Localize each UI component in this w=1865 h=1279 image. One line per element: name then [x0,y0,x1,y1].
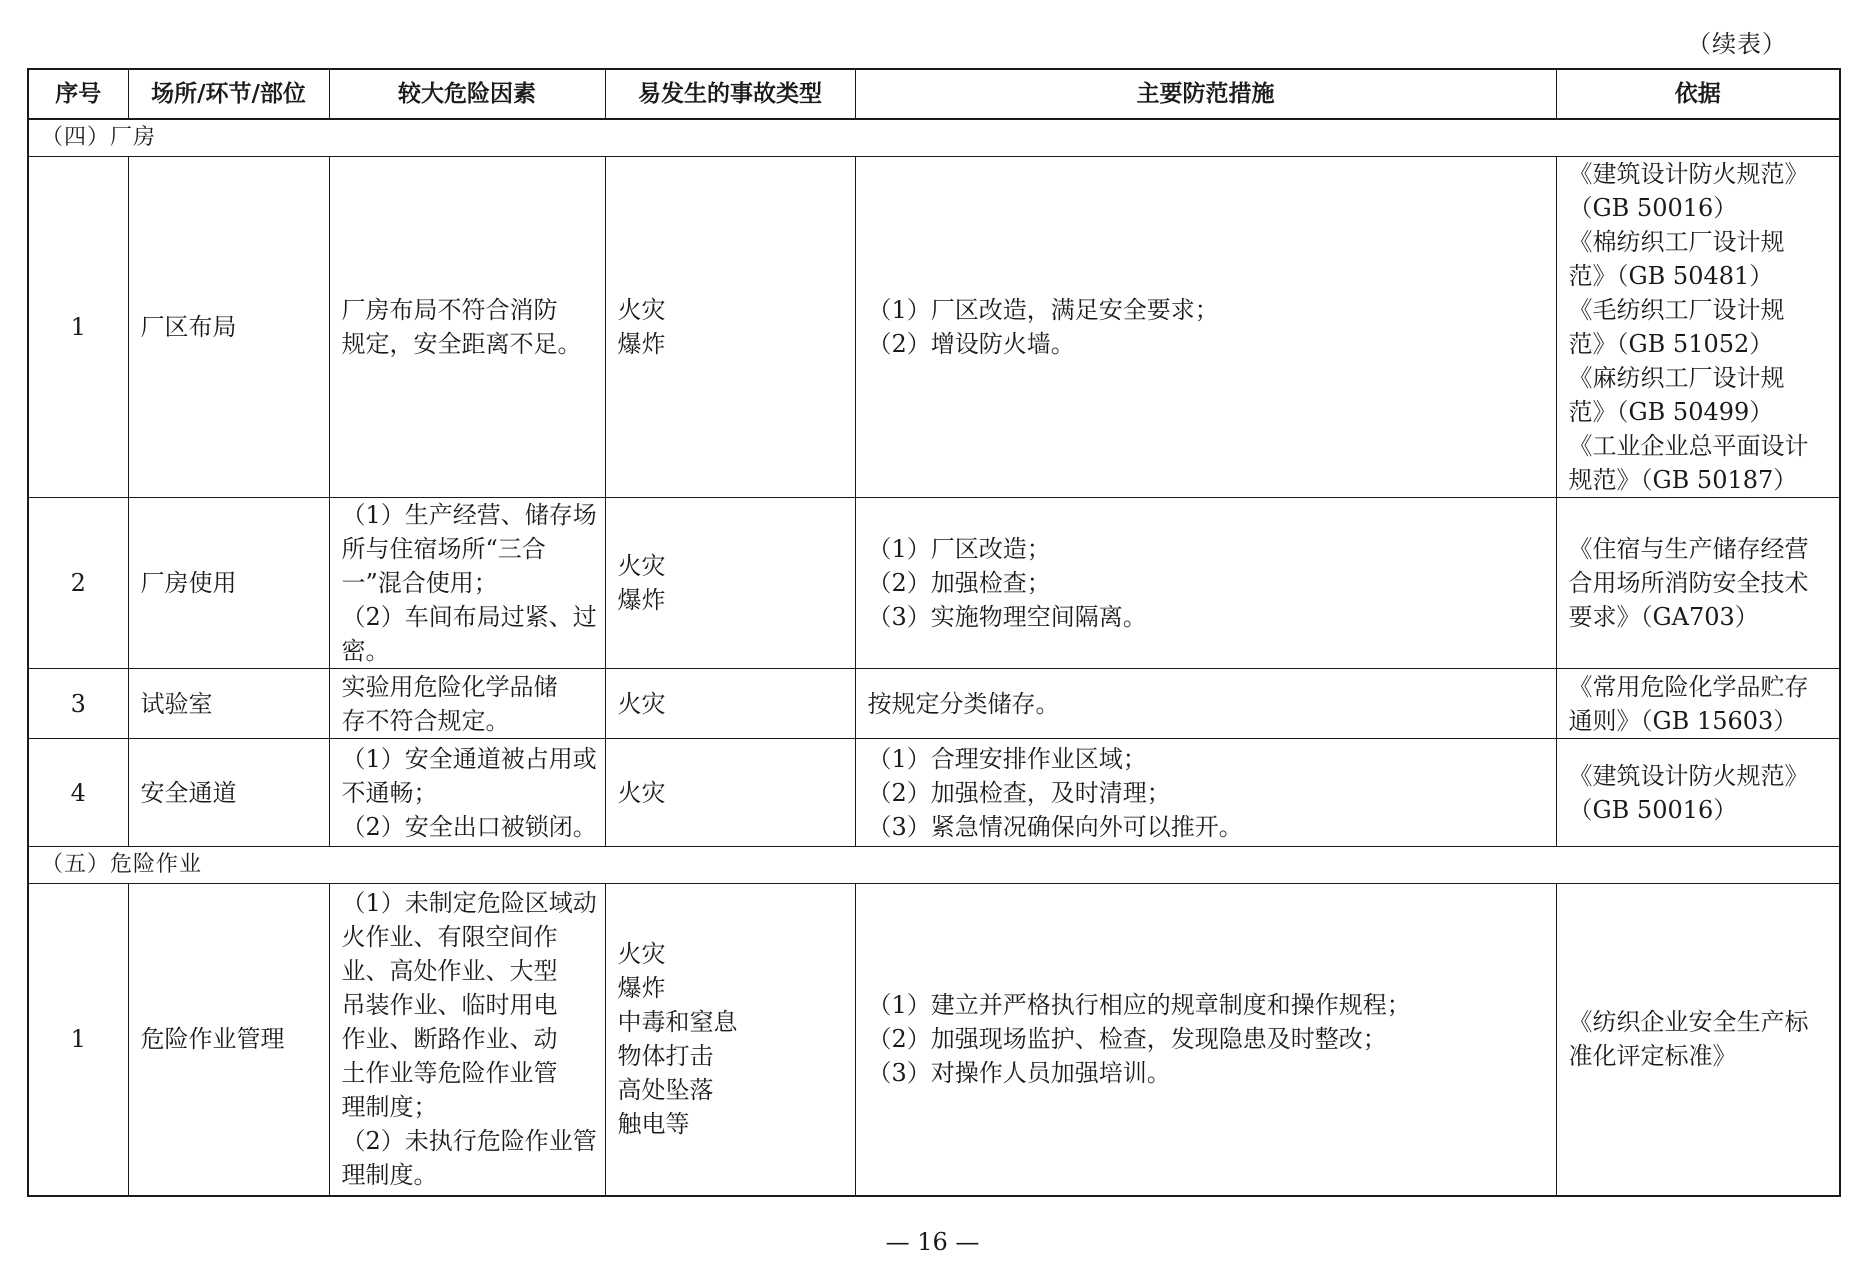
basis-line: 准化评定标准》 [1568,1042,1737,1071]
basis-line: （GB 50016） [1568,795,1738,824]
cell-basis [1556,884,1840,1196]
basis-line: 《常用危险化学品贮存 [1568,672,1809,701]
basis-line: 《麻纺织工厂设计规 [1568,364,1785,392]
cell-accident [605,884,855,1196]
header-hazard: 较大危险因素 [329,69,605,119]
basis-line: 《住宿与生产储存经营 [1568,535,1809,563]
cell-measures [855,498,1556,669]
basis-line: 范》（GB 50499） [1568,398,1774,426]
accident-line: 爆炸 [617,586,666,614]
section-title: （五）危险作业 [28,847,1840,884]
cell-place: 厂房使用 [128,498,329,669]
measures-line: （2）加强检查，及时清理； [867,778,1171,807]
accident-line: 高处坠落 [617,1076,714,1105]
cell-seq: 1 [28,157,128,498]
measures-line: （1）合理安排作业区域； [867,744,1147,773]
accident-line: 火灾 [617,778,666,807]
measures-line: 按规定分类储存。 [867,689,1060,718]
cell-basis [1556,669,1840,739]
hazard-line: （2）未执行危险作业管 [341,1127,597,1156]
header-accident: 易发生的事故类型 [605,69,855,119]
hazard-line: 所与住宿场所“三合 [341,535,546,563]
cell-place: 安全通道 [128,739,329,847]
cell-basis [1556,498,1840,669]
cell-hazard [329,498,605,669]
hazard-line: （1）生产经营、储存场 [341,501,597,529]
page-number: — 16 — [885,1228,980,1256]
measures-line: （2）增设防火墙。 [867,330,1075,358]
cell-accident [605,669,855,739]
accident-line: 中毒和窒息 [617,1008,738,1037]
cell-place: 危险作业管理 [128,884,329,1196]
hazard-line: 不通畅； [341,778,438,807]
cell-seq: 3 [28,669,128,739]
hazard-line: （1）安全通道被占用或 [341,744,597,773]
hazard-line: 实验用危险化学品储 [341,672,558,701]
cell-seq: 4 [28,739,128,847]
section-title: （四）厂房 [28,119,1840,157]
cell-hazard [329,669,605,739]
hazard-line: 理制度； [341,1093,438,1122]
accident-line: 爆炸 [617,974,666,1003]
accident-line: 物体打击 [617,1042,714,1071]
header-place: 场所/环节/部位 [128,69,329,119]
section-row [28,847,1840,884]
accident-line: 触电等 [617,1110,690,1139]
measures-line: （1）厂区改造； [867,535,1051,563]
hazard-line: 理制度。 [341,1161,438,1190]
cell-hazard [329,739,605,847]
hazard-line: 规定，安全距离不足。 [341,330,582,358]
cell-measures [855,669,1556,739]
hazard-line: 业、高处作业、大型 [341,957,558,986]
hazard-line: 厂房布局不符合消防 [341,296,558,324]
measures-line: （1）厂区改造，满足安全要求； [867,296,1219,324]
header-measures: 主要防范措施 [855,69,1556,119]
basis-line: 《建筑设计防火规范》 [1568,761,1809,790]
table-row [28,157,1840,498]
cell-accident [605,157,855,498]
measures-line: （2）加强现场监护、检查，发现隐患及时整改； [867,1025,1387,1054]
accident-line: 火灾 [617,552,666,580]
measures-line: （3）紧急情况确保向外可以推开。 [867,812,1243,841]
hazard-line: 作业、断路作业、动 [341,1025,558,1054]
header-basis: 依据 [1556,69,1840,119]
hazard-line: （2）车间布局过紧、过 [341,603,597,631]
cell-seq: 1 [28,884,128,1196]
basis-line: （GB 50016） [1568,194,1738,222]
cell-accident [605,739,855,847]
hazard-line: （2）安全出口被锁闭。 [341,812,597,841]
hazard-line: 火作业、有限空间作 [341,923,558,952]
cell-place: 厂区布局 [128,157,329,498]
cell-seq: 2 [28,498,128,669]
cell-measures [855,884,1556,1196]
basis-line: 要求》（GA703） [1568,603,1759,631]
basis-line: 通则》（GB 15603） [1568,706,1798,735]
section-row [28,119,1840,157]
accident-line: 爆炸 [617,330,666,358]
hazard-line: 存不符合规定。 [341,706,510,735]
basis-line: 《工业企业总平面设计 [1568,432,1809,460]
table-body [28,119,1840,1196]
hazard-line: 土作业等危险作业管 [341,1059,558,1088]
hazard-line: 密。 [341,637,390,665]
basis-line: 范》（GB 50481） [1568,262,1774,290]
header-seq: 序号 [28,69,128,119]
cell-basis [1556,157,1840,498]
cell-hazard [329,884,605,1196]
accident-line: 火灾 [617,296,666,324]
basis-line: 《棉纺织工厂设计规 [1568,228,1785,256]
hazard-line: 吊装作业、临时用电 [341,991,558,1020]
table-row [28,498,1840,669]
hazard-line: （1）未制定危险区域动 [341,889,597,918]
basis-line: 《建筑设计防火规范》 [1568,160,1809,188]
accident-line: 火灾 [617,940,666,969]
hazard-line: 一”混合使用； [341,569,498,597]
continued-label: （续表） [1687,30,1787,58]
cell-measures [855,739,1556,847]
cell-accident [605,498,855,669]
cell-basis [1556,739,1840,847]
basis-line: 范》（GB 51052） [1568,330,1774,358]
basis-line: 《纺织企业安全生产标 [1568,1008,1809,1037]
cell-measures [855,157,1556,498]
table-row [28,739,1840,847]
accident-line: 火灾 [617,689,666,718]
table-row [28,884,1840,1196]
table-header-row [28,69,1840,119]
risk-table [27,68,1841,1197]
cell-hazard [329,157,605,498]
basis-line: 规范》（GB 50187） [1568,466,1798,494]
measures-line: （1）建立并严格执行相应的规章制度和操作规程； [867,991,1411,1020]
measures-line: （2）加强检查； [867,569,1051,597]
measures-line: （3）实施物理空间隔离。 [867,603,1147,631]
basis-line: 合用场所消防安全技术 [1568,569,1809,597]
cell-place: 试验室 [128,669,329,739]
table-row [28,669,1840,739]
measures-line: （3）对操作人员加强培训。 [867,1059,1171,1088]
basis-line: 《毛纺织工厂设计规 [1568,296,1785,324]
